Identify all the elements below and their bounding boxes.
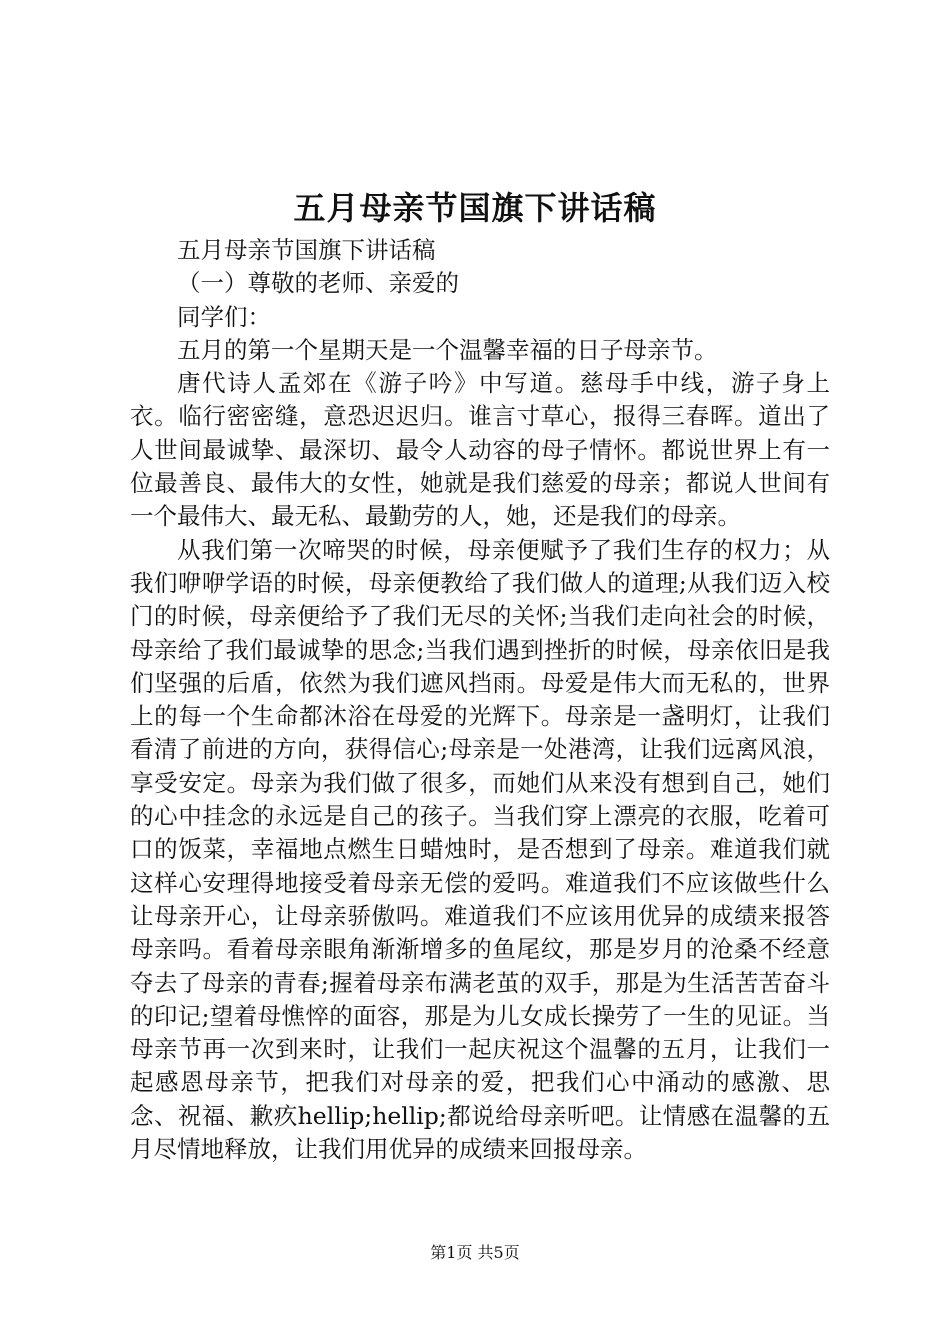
paragraph-salutation-1: （一）尊敬的老师、亲爱的 xyxy=(177,269,459,298)
paragraph-salutation-2: 同学们： xyxy=(177,302,271,331)
paragraph-intro: 五月的第一个星期天是一个温馨幸福的日子母亲节。 xyxy=(177,335,718,364)
page-number-footer: 第1页 共5页 xyxy=(430,1243,520,1262)
document-body xyxy=(130,234,830,1166)
paragraph-subtitle: 五月母亲节国旗下讲话稿 xyxy=(177,236,436,264)
paragraph-poem: 唐代诗人孟郊在《游子吟》中写道。慈母手中线，游子身上衣。临行密密缝，意恐迟迟归。谁言寸草心，报得三春晖。道出了人世间最诚挚、最深切、最令人动容的母子情怀。都说世界上有一位最善良、最伟大的女性，她就是我们慈爱的母亲；都说人世间有一个最伟大、最无私、最勤劳的人，她，还是我们的母亲。 xyxy=(130,369,830,531)
document-title: 五月母亲节国旗下讲话稿 xyxy=(293,189,657,227)
paragraph-main: 从我们第一次啼哭的时候，母亲便赋予了我们生存的权力；从我们咿咿学语的时候，母亲便教给了我们做人的道理;从我们迈入校门的时候，母亲便给予了我们无尽的关怀;当我们走向社会的时候，母亲给了我们最诚挚的思念;当我们遇到挫折的时候，母亲依旧是我们坚强的后盾，依然为我们遮风挡雨。母爱是伟大而无私的，世界上的每一个生命都沐浴在母爱的光辉下。母亲是一盏明灯，让我们看清了前进的方向，获得信心;母亲是一处港湾，让我们远离风浪，享受安定。母亲为我们做了很多，而她们从来没有想到自己，她们的心中挂念的永远是自己的孩子。当我们穿上漂亮的衣服，吃着可口的饭菜，幸福地点燃生日蜡烛时，是否想到了母亲。难道我们就这样心安理得地接受着母亲无偿的爱吗。难道我们不应该做些什么让母亲开心，让母亲骄傲吗。难道我们不应该用优异的成绩来报答母亲吗。看着母亲眼角渐渐增多的鱼尾纹，那是岁月的沧桑不经意夺去了母亲的青春;握着母亲布满老茧的双手，那是为生活苦苦奋斗的印记;望着母憔悴的面容，那是为儿女成长操劳了一生的见证。当母亲节再一次到来时，让我们一起庆祝这个温馨的五月，让我们一起感恩母亲节，把我们对母亲的爱，把我们心中涌动的感激、思念、祝福、歉疚hellip;hellip;都说给母亲听吧。让情感在温馨的五月尽情地释放，让我们用优异的成绩来回报母亲。 xyxy=(130,535,830,1164)
